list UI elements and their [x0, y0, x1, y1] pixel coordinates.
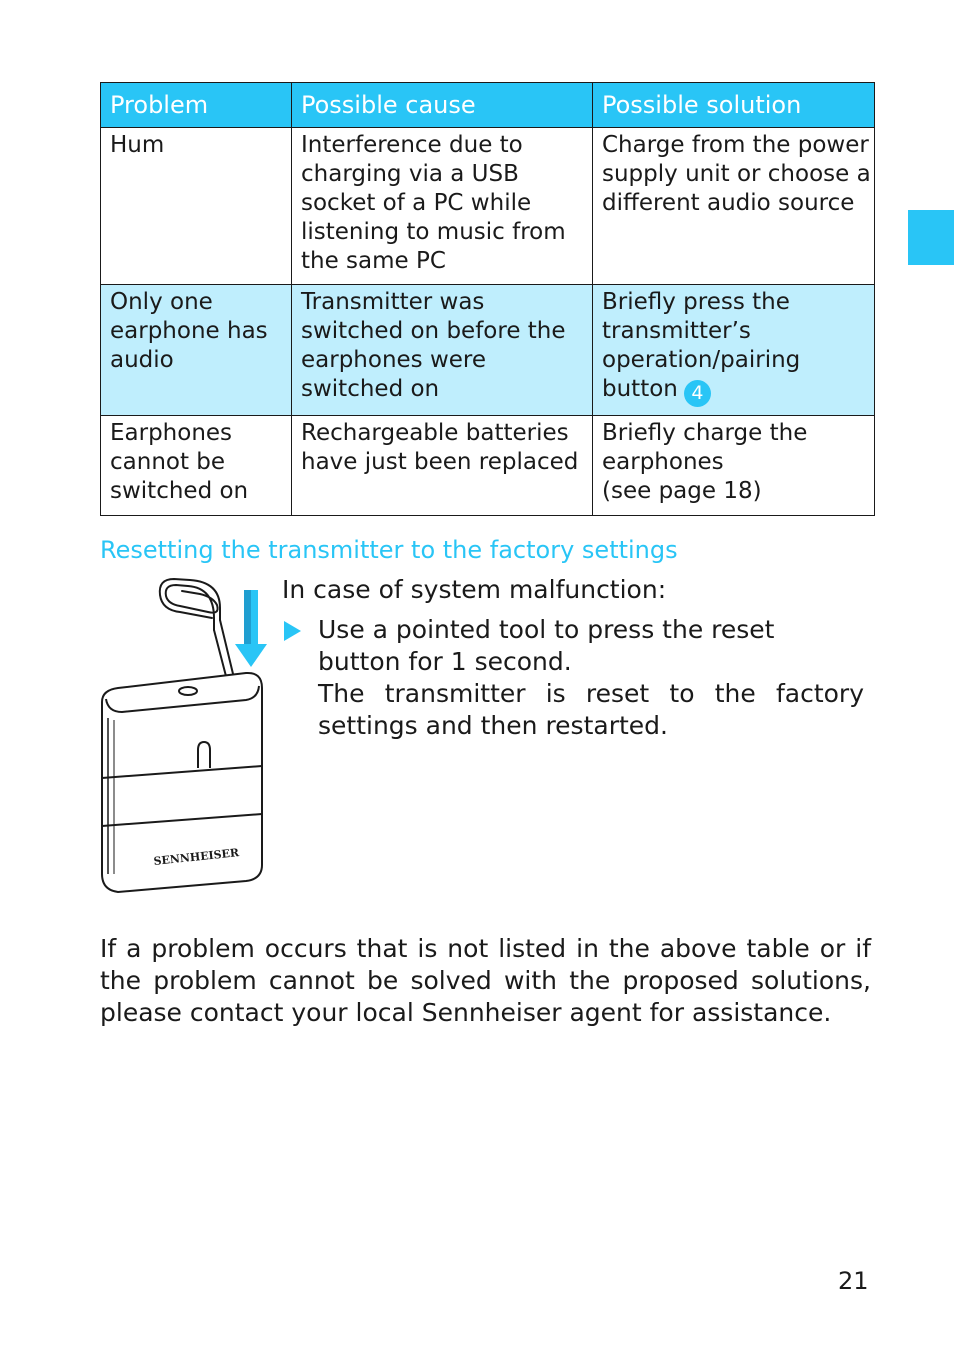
instruction-step — [282, 614, 864, 742]
chapter-tab-marker — [908, 210, 954, 265]
section-heading: Resetting the transmitter to the factory settings — [100, 536, 678, 564]
cause-cell: Transmitter was switched on before the earphones were switched on — [292, 285, 593, 416]
table-row — [101, 416, 875, 516]
page-reference: (see page 18) — [602, 478, 762, 504]
solution-text: Briefly press the transmitter’s operation/pairing button — [602, 289, 801, 402]
paperclip-icon — [160, 579, 234, 680]
transmitter-reset-illustration — [96, 578, 271, 898]
cause-cell: Interference due to charging via a USB socket of a PC while listening to music from the same PC — [292, 128, 593, 285]
table-header-row — [101, 83, 875, 128]
step-instruction-text: Use a pointed tool to press the reset button for 1 second. — [318, 615, 775, 676]
header-possible-solution: Possible solution — [593, 83, 875, 128]
page-number: 21 — [838, 1267, 869, 1295]
problem-cell: Hum — [101, 128, 292, 285]
closing-paragraph: If a problem occurs that is not listed in the above table or if the problem cannot be solved with the proposed solutions, please contact your local Sennheiser agent for assistance. — [100, 934, 871, 1027]
solution-cell — [593, 416, 875, 516]
pairing-button-reference-badge: 4 — [684, 380, 711, 407]
cause-cell: Rechargeable batteries have just been replaced — [292, 416, 593, 516]
solution-text: Briefly charge the earphones — [602, 420, 808, 475]
play-arrow-icon — [282, 620, 302, 642]
problem-cell: Only one earphone has audio — [101, 285, 292, 416]
down-arrow-icon — [235, 590, 267, 667]
device-brand-logo: SENNHEISER — [152, 846, 240, 868]
troubleshooting-table — [100, 82, 875, 516]
intro-text: In case of system malfunction: — [282, 575, 667, 604]
step-result-text: The transmitter is reset to the factory settings and then restarted. — [318, 679, 864, 740]
header-possible-cause: Possible cause — [292, 83, 593, 128]
solution-cell: Charge from the power supply unit or choose a different audio source — [593, 128, 875, 285]
problem-cell: Earphones cannot be switched on — [101, 416, 292, 516]
solution-cell — [593, 285, 875, 416]
table-row — [101, 285, 875, 416]
header-problem: Problem — [101, 83, 292, 128]
table-row — [101, 128, 875, 285]
